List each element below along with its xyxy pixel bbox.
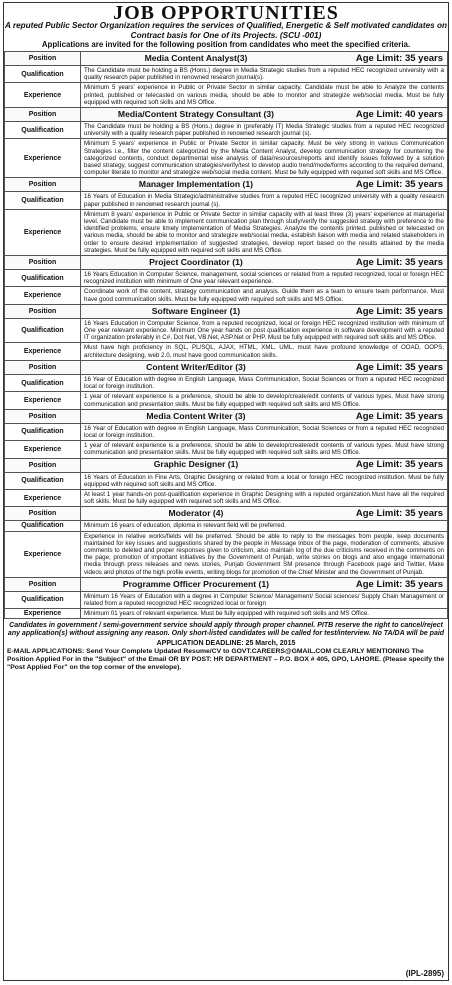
- position-label: Position: [5, 256, 81, 270]
- position-title: Software Engineer (1): [151, 305, 241, 316]
- position-label: Position: [5, 178, 81, 192]
- position-label: Position: [5, 458, 81, 472]
- job-qualification-row: [5, 122, 448, 139]
- position-title: Project Coordinator (1): [149, 256, 243, 267]
- job-advertisement: [3, 2, 449, 981]
- experience-label: Experience: [5, 441, 81, 458]
- position-cell: [81, 409, 448, 423]
- experience-label: Experience: [5, 392, 81, 409]
- qualification-text: 16 Years of Education in Fine Arts, Graphic Designing or related from a local or foreign HEC recognized institution. Must be fully equipped with required soft skills and MS Office.: [81, 472, 448, 489]
- page-title: JOB OPPORTUNITIES: [113, 3, 339, 21]
- reference-code: (SCU -001): [279, 30, 322, 40]
- age-limit: Age Limit: 35 years: [355, 52, 443, 64]
- intro-text: [4, 21, 448, 40]
- job-qualification-row: [5, 318, 448, 343]
- job-qualification-row: [5, 374, 448, 391]
- job-qualification-row: [5, 270, 448, 287]
- age-limit: Age Limit: 35 years: [355, 256, 443, 268]
- age-limit: Age Limit: 35 years: [355, 459, 443, 471]
- experience-label: Experience: [5, 531, 81, 577]
- qualification-label: Qualification: [5, 472, 81, 489]
- experience-label: Experience: [5, 287, 81, 304]
- experience-label: Experience: [5, 489, 81, 506]
- experience-text: At least 1 year hands-on post-qualification experience in Graphic Designing with a reputed organization.Must have all the required soft skills. Must be fully equipped with required soft skills and MS Office.: [81, 489, 448, 506]
- experience-text: Coordinate work of the content, strategy communication and analysis. Guide them as a team to ensure team performance. Must have good communication skills. Must be fully equipped with required soft skills and MS Office.: [81, 287, 448, 304]
- qualification-text: 16 Year of Education with degree in English Language, Mass Communication, Social Sciences or from a reputed HEC recognized local or foreign institution.: [81, 374, 448, 391]
- job-position-row: [5, 52, 448, 66]
- position-cell: [81, 458, 448, 472]
- qualification-label: Qualification: [5, 66, 81, 83]
- qualification-label: Qualification: [5, 318, 81, 343]
- qualification-label: Qualification: [5, 192, 81, 209]
- qualification-label: Qualification: [5, 423, 81, 440]
- position-label: Position: [5, 577, 81, 591]
- qualification-text: 16 Year of Education with degree in English Language, Mass Communication, Social Sciences or from a reputed HEC recognized local or foreign institution.: [81, 423, 448, 440]
- job-experience-row: [5, 343, 448, 360]
- position-cell: [81, 52, 448, 66]
- job-position-row: [5, 577, 448, 591]
- age-limit: Age Limit: 35 years: [355, 305, 443, 317]
- qualification-label: Qualification: [5, 521, 81, 531]
- position-title: Media Content Writer (3): [146, 410, 246, 421]
- qualification-label: Qualification: [5, 270, 81, 287]
- position-cell: [81, 256, 448, 270]
- qualification-text: 16 Years of Education in Media Strategic/administrative studies from a reputed HEC recognized university with a quality research paper published in renowned research journal (s).: [81, 192, 448, 209]
- position-label: Position: [5, 304, 81, 318]
- experience-label: Experience: [5, 609, 81, 619]
- job-position-row: [5, 178, 448, 192]
- ipl-code: (IPL-2895): [405, 969, 444, 978]
- job-experience-row: [5, 392, 448, 409]
- job-experience-row: [5, 139, 448, 178]
- intro-sentence: A reputed Public Sector Organization requires the services of Qualified, Energetic & Self motivated candidates on Contract basis for One of its Projects.: [5, 21, 447, 40]
- experience-text: 1 year of relevant experience is a preference, should be able to develop/create/edit contents of various types. Must have strong communication and presentation skills. Must be fully equipped with required soft skills and MS Office.: [81, 392, 448, 409]
- job-position-row: [5, 409, 448, 423]
- job-position-row: [5, 507, 448, 521]
- qualification-text: Minimum 16 years of education, diploma in relevant field will be preferred.: [81, 521, 448, 531]
- experience-text: 1 year of relevant experience is a preference, should be able to develop/create/edit contents of various types. Must have strong communication and presentation skills. Must be fully equipped with required soft skills and MS Office.: [81, 441, 448, 458]
- position-label: Position: [5, 108, 81, 122]
- qualification-label: Qualification: [5, 374, 81, 391]
- experience-text: Minimum 01 years of relevant experience. Must be fully equipped with required soft skills and MS Office.: [81, 609, 448, 619]
- position-cell: [81, 360, 448, 374]
- job-qualification-row: [5, 66, 448, 83]
- jobs-table: [4, 51, 448, 619]
- experience-text: Minimum 5 years' experience in Public or Private Sector in similar capacity. Candidate must be able to Analyze the contents printed, published or telecasted on various media, should be able to monitor and strategize web/social media. Must be fully equipped with required soft skills and MS Office.: [81, 83, 448, 108]
- job-position-row: [5, 256, 448, 270]
- position-cell: [81, 178, 448, 192]
- qualification-text: The Candidate must be holding a BS (Hons.) degree in (preferably IT) Media Strategic studies from a reputed HEC recognized university with a quality research paper published in renowned research journal (s).: [81, 122, 448, 139]
- position-label: Position: [5, 360, 81, 374]
- job-experience-row: [5, 287, 448, 304]
- age-limit: Age Limit: 35 years: [355, 361, 443, 373]
- position-title: Programme Officer Procurement (1): [122, 578, 270, 589]
- email-instructions: E-MAIL APPLICATIONS: Send Your Complete Updated Resume/CV to GOVT.CAREERS@GMAIL.COM CLEARLY MENTIONING The Position Applied For in the "Subject" of the Email OR BY POST: HR DEPARTMENT – P.O. BOX # 405, GPO, LAHORE. (Please specify the "Post Applied For" on the top corner of the envelope).: [7, 648, 445, 671]
- position-cell: [81, 108, 448, 122]
- job-position-row: [5, 458, 448, 472]
- job-position-row: [5, 108, 448, 122]
- application-deadline: APPLICATION DEADLINE: 25 March, 2015: [156, 640, 296, 648]
- experience-label: Experience: [5, 209, 81, 255]
- applications-note: Applications are invited for the following position from candidates who meet the specified criteria.: [41, 40, 411, 49]
- age-limit: Age Limit: 35 years: [355, 508, 443, 520]
- qualification-label: Qualification: [5, 122, 81, 139]
- position-cell: [81, 577, 448, 591]
- job-qualification-row: [5, 591, 448, 608]
- job-qualification-row: [5, 192, 448, 209]
- age-limit: Age Limit: 40 years: [355, 108, 443, 120]
- position-cell: [81, 304, 448, 318]
- job-qualification-row: [5, 423, 448, 440]
- experience-text: Minimum 8 years' experience in Public or Private Sector in similar capacity with at least three (3) years' experience at managerial level. Candidate must be able to implement communication plan through study/verify the suggested strategy with preference to the identified problems, ensure timely implementation of Media Strategies. Analyze the contents printed, published or telecasted on various media, should be able to monitor and strategize web/social media, establish liaison with media and related stakeholders in order to ensure desired implementation of suggested strategies, develop report based on the results attained by the media strategies. Must be fully equipped with required soft skills and MS Office.: [81, 209, 448, 255]
- job-position-row: [5, 360, 448, 374]
- qualification-text: 16 Years Education in Computer Science, management, social sciences or related from a reputed recognized, local or foreign HEC recognized institution with minimum of One year relevant experience.: [81, 270, 448, 287]
- age-limit: Age Limit: 35 years: [355, 578, 443, 590]
- qualification-label: Qualification: [5, 591, 81, 608]
- job-qualification-row: [5, 472, 448, 489]
- job-experience-row: [5, 489, 448, 506]
- qualification-text: Minimum 16 Years of Education with a degree in Computer Science/ Management/ Social sciences/ Supply Chain Management or related from a reputed recognized HEC recognized local or foreign: [81, 591, 448, 608]
- experience-text: Minimum 5 years' experience in Public or Private Sector in similar capacity. Must be very strong in various Communication Strategies i.e., filter the content categorized by the Media Content Analyst, develop communication strategy for countering the categorized contents, conduct departmental wise analysis of data/resources/reports and identify issues followed by a solution based strategy, suggest communication strategies/verify/test to develop audio trend/mode/forms according to the required demand, computer literate to monitor and strategize web/social media content. Must be fully equipped with required soft skills and MS Office.: [81, 139, 448, 178]
- job-position-row: [5, 304, 448, 318]
- experience-label: Experience: [5, 343, 81, 360]
- experience-text: Must have high proficiency in SQL, PL/SQL, AJAX, HTML, XML, UML, must have profound knowledge of OOAD, OOPS, architecture designing, web 2.0, must have good communication skills.: [81, 343, 448, 360]
- job-qualification-row: [5, 521, 448, 531]
- qualification-text: 16 Years Education in Computer Science, from a reputed recognized, local or foreign HEC recognized institution with minimum of One year relevant experience. Minimum One year hands on post qualification experience in software development with a reputed IT organization preferably in C#, Dot Net, VB.Net, ASP.Net or PHP. Must be fully equipped with required soft skills and MS Office.: [81, 318, 448, 343]
- age-limit: Age Limit: 35 years: [355, 179, 443, 191]
- position-title: Manager Implementation (1): [138, 179, 254, 190]
- footer-note: Candidates in government / semi-government service should apply through proper channel. PITB reserve the right to cancel/reject any application(s) without assigning any reason. Only short-listed candidates will be called for test/interview. No TA/DA will be paid: [7, 622, 445, 638]
- age-limit: Age Limit: 35 years: [355, 410, 443, 422]
- job-experience-row: [5, 441, 448, 458]
- job-experience-row: [5, 609, 448, 619]
- position-title: Media/Content Strategy Consultant (3): [117, 108, 275, 119]
- position-title: Graphic Designer (1): [153, 459, 239, 470]
- qualification-text: The Candidate must be holding a BS (Hons.) degree in Media Strategic studies from a reputed HEC recognized university with a quality research paper published in renowned research journal(s).: [81, 66, 448, 83]
- position-label: Position: [5, 52, 81, 66]
- position-cell: [81, 507, 448, 521]
- job-experience-row: [5, 531, 448, 577]
- experience-label: Experience: [5, 139, 81, 178]
- position-title: Content Writer/Editor (3): [146, 361, 246, 372]
- job-experience-row: [5, 83, 448, 108]
- position-title: Moderator (4): [168, 508, 224, 519]
- position-title: Media Content Analyst(3): [144, 52, 248, 63]
- experience-label: Experience: [5, 83, 81, 108]
- position-label: Position: [5, 507, 81, 521]
- position-label: Position: [5, 409, 81, 423]
- job-experience-row: [5, 209, 448, 255]
- experience-text: Experience in relative works/fields will be preferred. Should be able to reply to the messages from people, keep documents maintained for key issues and suggestions shared by the people in Message Inbox of the page, moderation of comments, abusive comments to deleted and proper responses given to criticism, also maintain log of the due criticisms received in the comments on the page, promotion of important initiatives by the Government of Punjab, write stories on blogs and also engage international media through press releases and news stories, Punjab Government SM presence through Facebook page and Twitter, Make videos and photos of the high profile events, writing blogs for promotion of the Chief Minister and the Government of Punjab.: [81, 531, 448, 577]
